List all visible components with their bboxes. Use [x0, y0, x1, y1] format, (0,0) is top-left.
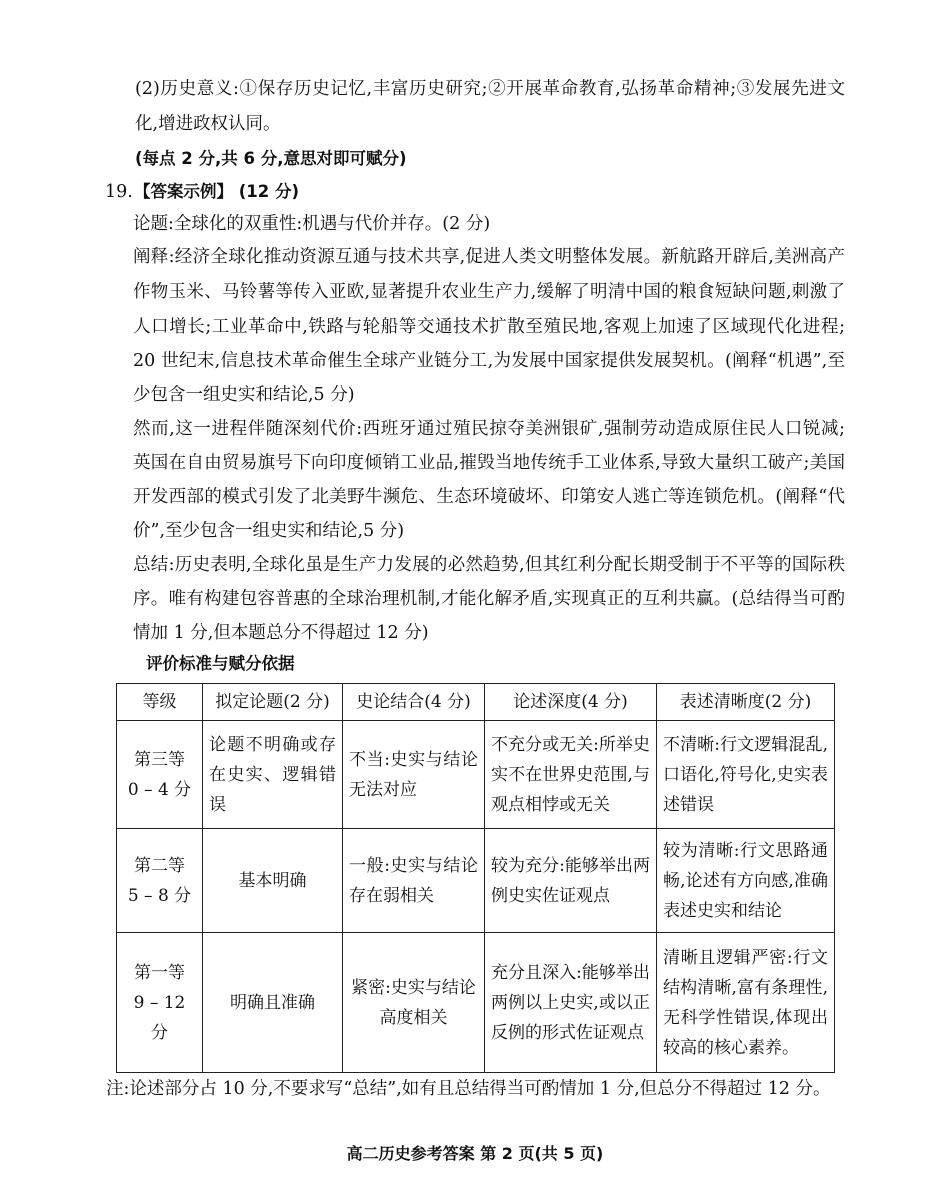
rubric-row-third: [117, 721, 835, 829]
grade-cell: [117, 721, 203, 829]
q19-elaboration-line: 作物玉米、马铃薯等传入亚欧,显著提升农业生产力,缓解了明清中国的粮食短缺问题,刺激了: [133, 282, 845, 302]
clarity-cell: 清晰且逻辑严密:行文结构清晰,富有条理性,无科学性错误,体现出较高的核心素养。: [657, 933, 835, 1073]
grade-range: 0 – 4 分: [127, 779, 192, 800]
header-integration: 史论结合(4 分): [343, 684, 485, 721]
q19-thesis: 论题:全球化的双重性:机遇与代价并存。(2 分): [133, 214, 491, 234]
q19-elaboration-line: 人口增长;工业革命中,铁路与轮船等交通技术扩散至殖民地,客观上加速了区域现代化进程;: [133, 317, 845, 337]
q19-elaboration-line: 阐释:经济全球化推动资源互通与技术共享,促进人类文明整体发展。新航路开辟后,美洲高产: [133, 247, 845, 267]
thesis-cell: 论题不明确或存在史实、逻辑错误: [203, 721, 343, 829]
header-grade: 等级: [117, 684, 203, 721]
q19-cost-line: 然而,这一进程伴随深刻代价:西班牙通过殖民掠夺美洲银矿,强制劳动造成原住民人口锐减;: [133, 419, 845, 439]
q19-summary-line: 情加 1 分,但本题总分不得超过 12 分): [133, 623, 429, 643]
q19-summary-line: 总结:历史表明,全球化虽是生产力发展的必然趋势,但其红利分配长期受制于不平等的国际秩: [133, 555, 845, 575]
q19-elaboration-line: 20 世纪末,信息技术革命催生全球产业链分工,为发展中国家提供发展契机。(阐释“机遇”,至: [133, 351, 845, 371]
grade-range: 9 – 12 分: [133, 992, 186, 1043]
grade-name: 第一等: [134, 962, 185, 983]
q18-significance-line1: (2)历史意义:①保存历史记忆,丰富历史研究;②开展革命教育,弘扬革命精神;③发展先进文: [135, 79, 845, 99]
header-clarity: 表述清晰度(2 分): [657, 684, 835, 721]
rubric-row-second: [117, 829, 835, 933]
rubric-row-first: [117, 933, 835, 1073]
q19-number: 19.: [105, 182, 133, 202]
depth-cell: 充分且深入:能够举出两例以上史实,或以正反例的形式佐证观点: [485, 933, 657, 1073]
q19-summary-line: 序。唯有构建包容普惠的全球治理机制,才能化解矛盾,实现真正的互利共赢。(总结得当可酌: [133, 589, 845, 609]
clarity-cell: 较为清晰:行文思路通畅,论述有方向感,准确表述史实和结论: [657, 829, 835, 933]
rubric-header-row: [117, 684, 835, 721]
integration-cell: 不当:史实与结论无法对应: [343, 721, 485, 829]
q19-cost-line: 英国在自由贸易旗号下向印度倾销工业品,摧毁当地传统手工业体系,导致大量织工破产;美国: [133, 453, 845, 473]
integration-cell: 紧密:史实与结论高度相关: [343, 933, 485, 1073]
q19-elaboration-line: 少包含一组史实和结论,5 分): [133, 385, 355, 405]
grade-range: 5 – 8 分: [127, 885, 192, 906]
grade-cell: [117, 933, 203, 1073]
rubric-table: [116, 683, 835, 1073]
grade-cell: [117, 829, 203, 933]
rubric-title: 评价标准与赋分依据: [146, 654, 295, 673]
q19-cost-line: 价”,至少包含一组史实和结论,5 分): [133, 521, 405, 541]
thesis-cell: 明确且准确: [203, 933, 343, 1073]
q18-significance-line2: 化,增进政权认同。: [135, 114, 281, 134]
page-footer: 高二历史参考答案 第 2 页(共 5 页): [346, 1144, 604, 1163]
grade-name: 第二等: [134, 855, 185, 876]
depth-cell: 不充分或无关:所举史实不在世界史范围,与观点相悖或无关: [485, 721, 657, 829]
header-depth: 论述深度(4 分): [485, 684, 657, 721]
thesis-cell: 基本明确: [203, 829, 343, 933]
integration-cell: 一般:史实与结论存在弱相关: [343, 829, 485, 933]
q19-header: 【答案示例】 (12 分): [134, 182, 300, 201]
rubric-note: 注:论述部分占 10 分,不要求写“总结”,如有且总结得当可酌情加 1 分,但总分不得超过 12 分。: [106, 1079, 831, 1099]
depth-cell: 较为充分:能够举出两例史实佐证观点: [485, 829, 657, 933]
clarity-cell: 不清晰:行文逻辑混乱,口语化,符号化,史实表述错误: [657, 721, 835, 829]
q19-cost-line: 开发西部的模式引发了北美野牛濒危、生态环境破坏、印第安人逃亡等连锁危机。(阐释“代: [133, 487, 845, 507]
header-thesis: 拟定论题(2 分): [203, 684, 343, 721]
grade-name: 第三等: [134, 749, 185, 770]
q18-scoring-note: (每点 2 分,共 6 分,意思对即可赋分): [135, 149, 407, 168]
